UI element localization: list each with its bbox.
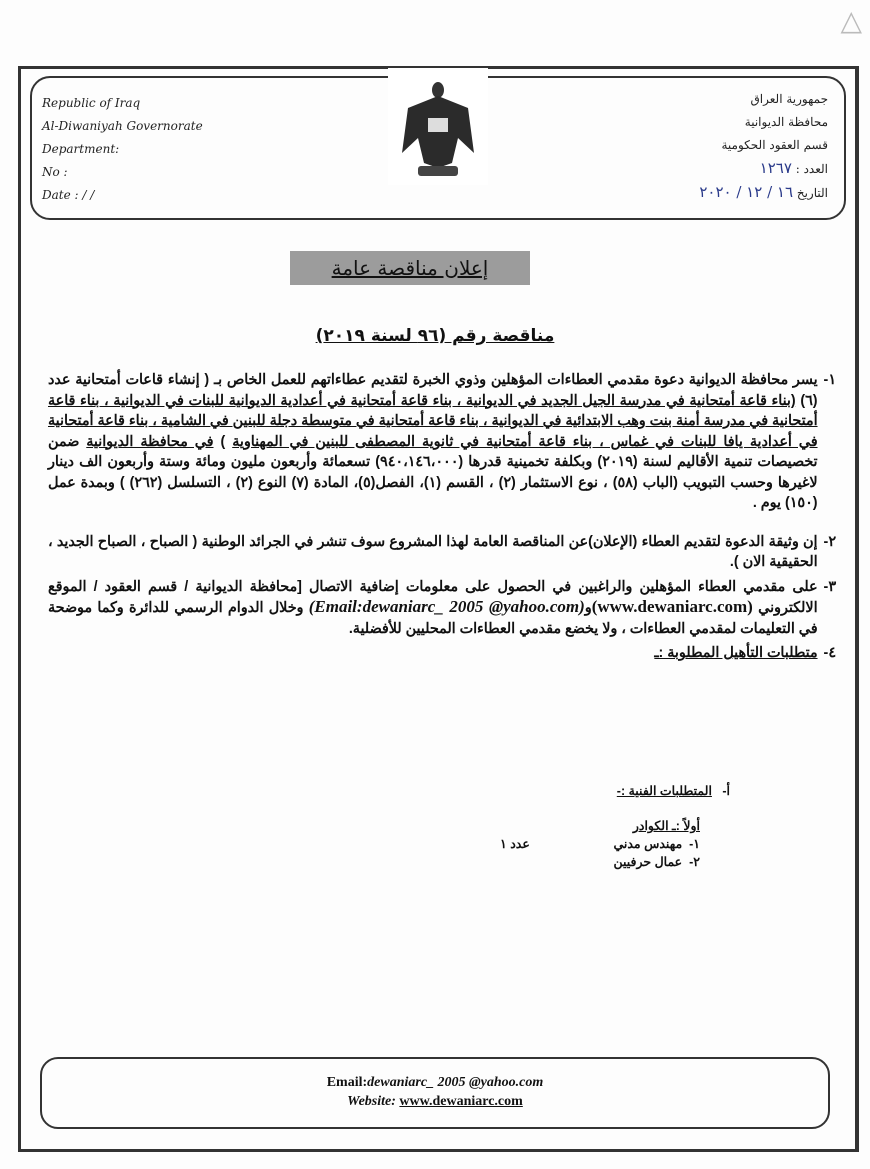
label-number: أ- bbox=[722, 784, 730, 798]
text: وخلال الدوام الرسمي للدائرة وكما موضحة في التعليمات لمقدمي العطاءات ، ولا يخضع مقدمي العطاءات المحليين للأفضلية. bbox=[48, 600, 818, 637]
paragraph-number: ٢- bbox=[823, 533, 836, 550]
paragraph-number: ٤- bbox=[823, 645, 836, 661]
announcement-body bbox=[48, 370, 836, 668]
website-link[interactable]: (www.dewaniarc.com) bbox=[591, 597, 753, 616]
en-line: Department: bbox=[42, 142, 120, 156]
paragraph-2 bbox=[48, 532, 836, 573]
ar-line: قسم العقود الحكومية bbox=[721, 138, 828, 152]
staff-item bbox=[500, 836, 700, 851]
text: إن وثيقة الدعوة لتقديم العطاء (الإعلان)عن المناقصة العامة لهذا المشروع سوف تنشر في الجرائد الوطنية ( الصباح ، الصباح الجديد ، الحقيقية الان ). bbox=[48, 533, 818, 570]
text: ) bbox=[213, 433, 233, 450]
website-label: Website: bbox=[347, 1094, 396, 1109]
text: ضمن تخصيصات تنمية الأقاليم لسنة (٢٠١٩) وبكلفة تخمينية قدرها (٩٤٠،١٤٦،٠٠٠) تسعمائة وأربعون مليون ومائة وستة وأربعون الف دينار لاغيرها وحسب التبويب (الباب (٥٨) ، نوع الاستثمار (٢) ، القسم (١)، الفصل(٥)، المادة (٧) النوع (٢) ، التسلسل (٢٦٢) ) وبمدة عمل (١٥٠) يوم . bbox=[48, 433, 818, 511]
footer-contact bbox=[40, 1057, 830, 1129]
email-link[interactable]: (Email:dewaniarc_ 2005 @yahoo.com) bbox=[308, 597, 585, 616]
item-name: مهندس مدني bbox=[613, 837, 683, 851]
email-label: Email: bbox=[326, 1075, 368, 1090]
title-text: إعلان مناقصة عامة bbox=[331, 256, 489, 280]
projects-list: (بناء قاعة أمتحانية في مدرسة الجيل الجديد في الديوانية ، بناء قاعة أمتحانية في أعدادية الديوانية للبنات في الديوانية ، بناء قاعة أمتحانية في مدرسة أمنة بنت وهب الابتدائية في الديوانية ، بناء قاعة أمتحانية في متوسطة دجلة للبنين في الشامية ، بناء قاعة أمتحانية في أعدادية يافا للبنات في غماس ، بناء قاعة أمتحانية في ثانوية المصطفى للبنين في المهناوية bbox=[48, 392, 818, 450]
text: يسر محافظة الديوانية دعوة مقدمي العطاءات المؤهلين وذوي الخبرة لتقديم عطاءاتهم للعمل الخاص بـ ( إنشاء قاعات أمتحانية عدد (٦) bbox=[48, 372, 818, 409]
tender-number: مناقصة رقم (٩٦ لسنة ٢٠١٩) bbox=[315, 326, 555, 346]
number-value: ١٢٦٧ bbox=[759, 159, 792, 177]
item-number: ١- bbox=[689, 837, 700, 851]
scan-mark: △ bbox=[840, 4, 862, 37]
staff-item bbox=[613, 854, 700, 869]
text: و bbox=[584, 600, 592, 616]
item-count: عدد ١ bbox=[500, 837, 530, 851]
paragraph-3 bbox=[48, 577, 836, 640]
ar-line: جمهورية العراق bbox=[750, 92, 828, 106]
number-label: العدد : bbox=[795, 162, 828, 176]
staff-heading: أولاً :ـ الكوادر bbox=[632, 819, 700, 833]
letterhead-english bbox=[42, 92, 203, 207]
paragraph-4 bbox=[48, 643, 836, 664]
en-line: Republic of Iraq bbox=[42, 96, 141, 110]
date-label: التاريخ bbox=[796, 186, 828, 200]
ar-line: محافظة الديوانية bbox=[744, 115, 828, 129]
technical-heading bbox=[617, 783, 730, 798]
item-number: ٢- bbox=[689, 855, 700, 869]
en-line: Date : / / bbox=[42, 188, 95, 202]
text: على مقدمي العطاء المؤهلين والراغبين في الحصول على معلومات إضافية الاتصال [محافظة الديوانية / قسم العقود / الموقع الالكتروني bbox=[48, 578, 818, 616]
en-line: Al-Diwaniyah Governorate bbox=[42, 119, 203, 133]
footer-website[interactable]: www.dewaniarc.com bbox=[399, 1094, 523, 1109]
en-line: No : bbox=[42, 165, 68, 179]
item-name: عمال حرفيين bbox=[613, 855, 683, 869]
page-title bbox=[290, 251, 530, 285]
date-value: ١٦ / ١٢ / ٢٠٢٠ bbox=[699, 183, 794, 201]
paragraph-1 bbox=[48, 370, 836, 514]
text: في محافظة الديوانية bbox=[86, 433, 214, 450]
paragraph-number: ١- bbox=[823, 372, 836, 388]
iraq-emblem-icon bbox=[388, 68, 488, 185]
letterhead-arabic bbox=[699, 88, 828, 205]
footer-email[interactable]: dewaniarc_ 2005 @yahoo.com bbox=[367, 1075, 544, 1090]
section-heading: متطلبات التأهيل المطلوبة :ـ bbox=[654, 645, 818, 661]
label: المتطلبات الفنية :- bbox=[616, 784, 712, 798]
paragraph-number: ٣- bbox=[823, 578, 836, 595]
